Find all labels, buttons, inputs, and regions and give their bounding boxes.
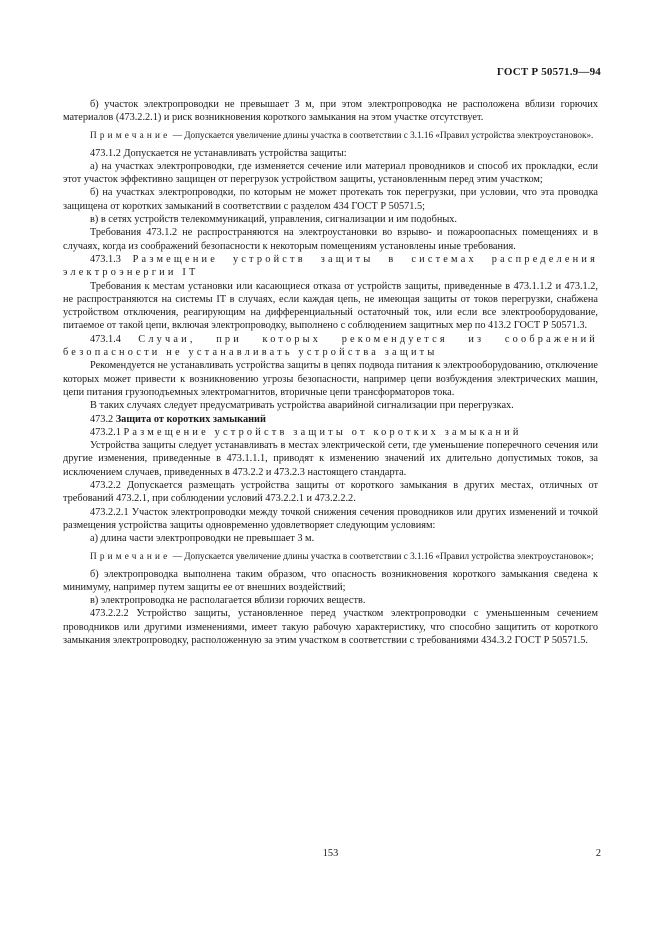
section-number: 473.2.1 xyxy=(90,426,124,438)
section-title: Защита от коротких замыканий xyxy=(115,413,266,425)
section-heading xyxy=(63,253,598,280)
paragraph: Требования 473.1.2 не распространяются на электроустановки во взрыво- и пожароопасных помещениях и в случаях, когда из соображений безопасности к некоторым помещениям установлены иные требования. xyxy=(63,227,598,252)
section-title: Случаи, при которых рекомендуется из соображений безопасности не устанавливать устройства защиты xyxy=(63,333,598,359)
paragraph: 473.2.2.1 Участок электропроводки между точкой снижения сечения проводников или других изменений и точкой размещения устройства защиты одновременно удовлетворяет следующим условиям: xyxy=(63,506,598,531)
section-title: Размещение устройств защиты от коротких замыканий xyxy=(123,426,522,438)
paragraph: 473.1.2 Допускается не устанавливать устройства защиты: xyxy=(90,147,347,159)
page-number: 153 xyxy=(322,848,339,859)
paragraph: а) на участках электропроводки, где изменяется сечение или материал проводников и способ их прокладки, если этот участок эффективно защищен от перегрузок устройством защиты, установленным перед этим участком; xyxy=(63,160,598,186)
sheet-number: 2 xyxy=(595,848,601,859)
document-code: ГОСТ Р 50571.9—94 xyxy=(496,66,601,78)
paragraph: а) длина части электропроводки не превышает 3 м. xyxy=(90,533,315,545)
paragraph: В таких случаях следует предусматривать устройства аварийной сигнализации при перегрузках. xyxy=(90,400,514,412)
paragraph: Требования к местам установки или касающиеся отказа от устройств защиты, приведенные в 473.1.1.2 и 473.1.2, не распространяются на системы IT в случаях, если каждая цепь, не имеющая защиты от токов перегрузки, снабжена устройством отключения, реагирующим на дифференциальный остаточный ток, или если все электрооборудование, питаемое от такой цепи, включая электропроводку, выполнено с соблюдением защитных мер по 413.2 ГОСТ Р 50571.3. xyxy=(63,280,598,332)
paragraph: б) участок электропроводки не превышает 3 м, при этом электропроводка не расположена вблизи горючих материалов (473.2.2.1) и риск возникновения короткого замыкания на этом участке отсутствует. xyxy=(63,99,598,124)
note-label: Примечание xyxy=(90,550,171,561)
paragraph: 473.2.2.2 Устройство защиты, установленное перед участком электропроводки с уменьшенным сечением проводников или другими изменениями, имеет такую рабочую характеристику, что способно защитить от короткого замыкания электропроводку, расположенную за этим участком в соответствии с требованиями 434.3.2 ГОСТ Р 50571.5. xyxy=(63,608,598,646)
note xyxy=(63,129,598,141)
section-number: 473.1.3 xyxy=(90,253,133,265)
note-text: — Допускается увеличение длины участка в соответствии с 3.1.16 «Правил устройства электроустановок». xyxy=(170,129,594,140)
paragraph: в) электропроводка не располагается вблизи горючих веществ. xyxy=(90,595,366,607)
section-heading xyxy=(63,426,598,439)
paragraph: б) электропроводка выполнена таким образом, что опасность возникновения короткого замыкания сведена к минимуму, например путем защиты ее от внешних воздействий; xyxy=(63,568,598,593)
note-label: Примечание xyxy=(90,129,171,140)
paragraph: б) на участках электропроводки, по которым не может протекать ток перегрузки, при условии, что эта проводка защищена от коротких замыканий в соответствии с разделом 434 ГОСТ Р 50571.5; xyxy=(63,187,598,212)
section-number: 473.2 xyxy=(90,413,116,425)
section-heading xyxy=(63,333,598,360)
paragraph: Устройства защиты следует устанавливать в местах электрической сети, где уменьшение поперечного сечения или другие изменения, приведенные в 473.1.1.1, приводят к изменению значений их длительно допустимых токов, за исключением случаев, приведенных в 473.2.2 и 473.2.3 настоящего стандарта. xyxy=(63,440,598,478)
section-number: 473.1.4 xyxy=(90,333,139,345)
section-heading xyxy=(63,413,598,426)
document-body xyxy=(63,98,598,647)
section-title: Размещение устройств защиты в системах распределения электроэнергии IT xyxy=(63,253,599,279)
paragraph: 473.2.2 Допускается размещать устройства защиты от короткого замыкания в других местах, отличных от требований 473.2.1, при соблюдении условий 473.2.2.1 и 473.2.2.2. xyxy=(63,480,598,505)
paragraph: Рекомендуется не устанавливать устройства защиты в цепях подвода питания к электрооборудованию, отключение которых может привести к возникновению угрозы безопасности, например цепи возбуждения электрических машин, цепи питания грузоподъемных электромагнитов, вторичные цепи трансформаторов тока. xyxy=(63,360,598,398)
note-text: — Допускается увеличение длины участка в соответствии с 3.1.16 «Правил устройства электроустановок»; xyxy=(170,550,594,561)
note xyxy=(63,550,598,562)
paragraph: в) в сетях устройств телекоммуникаций, управления, сигнализации и им подобных. xyxy=(90,214,457,226)
